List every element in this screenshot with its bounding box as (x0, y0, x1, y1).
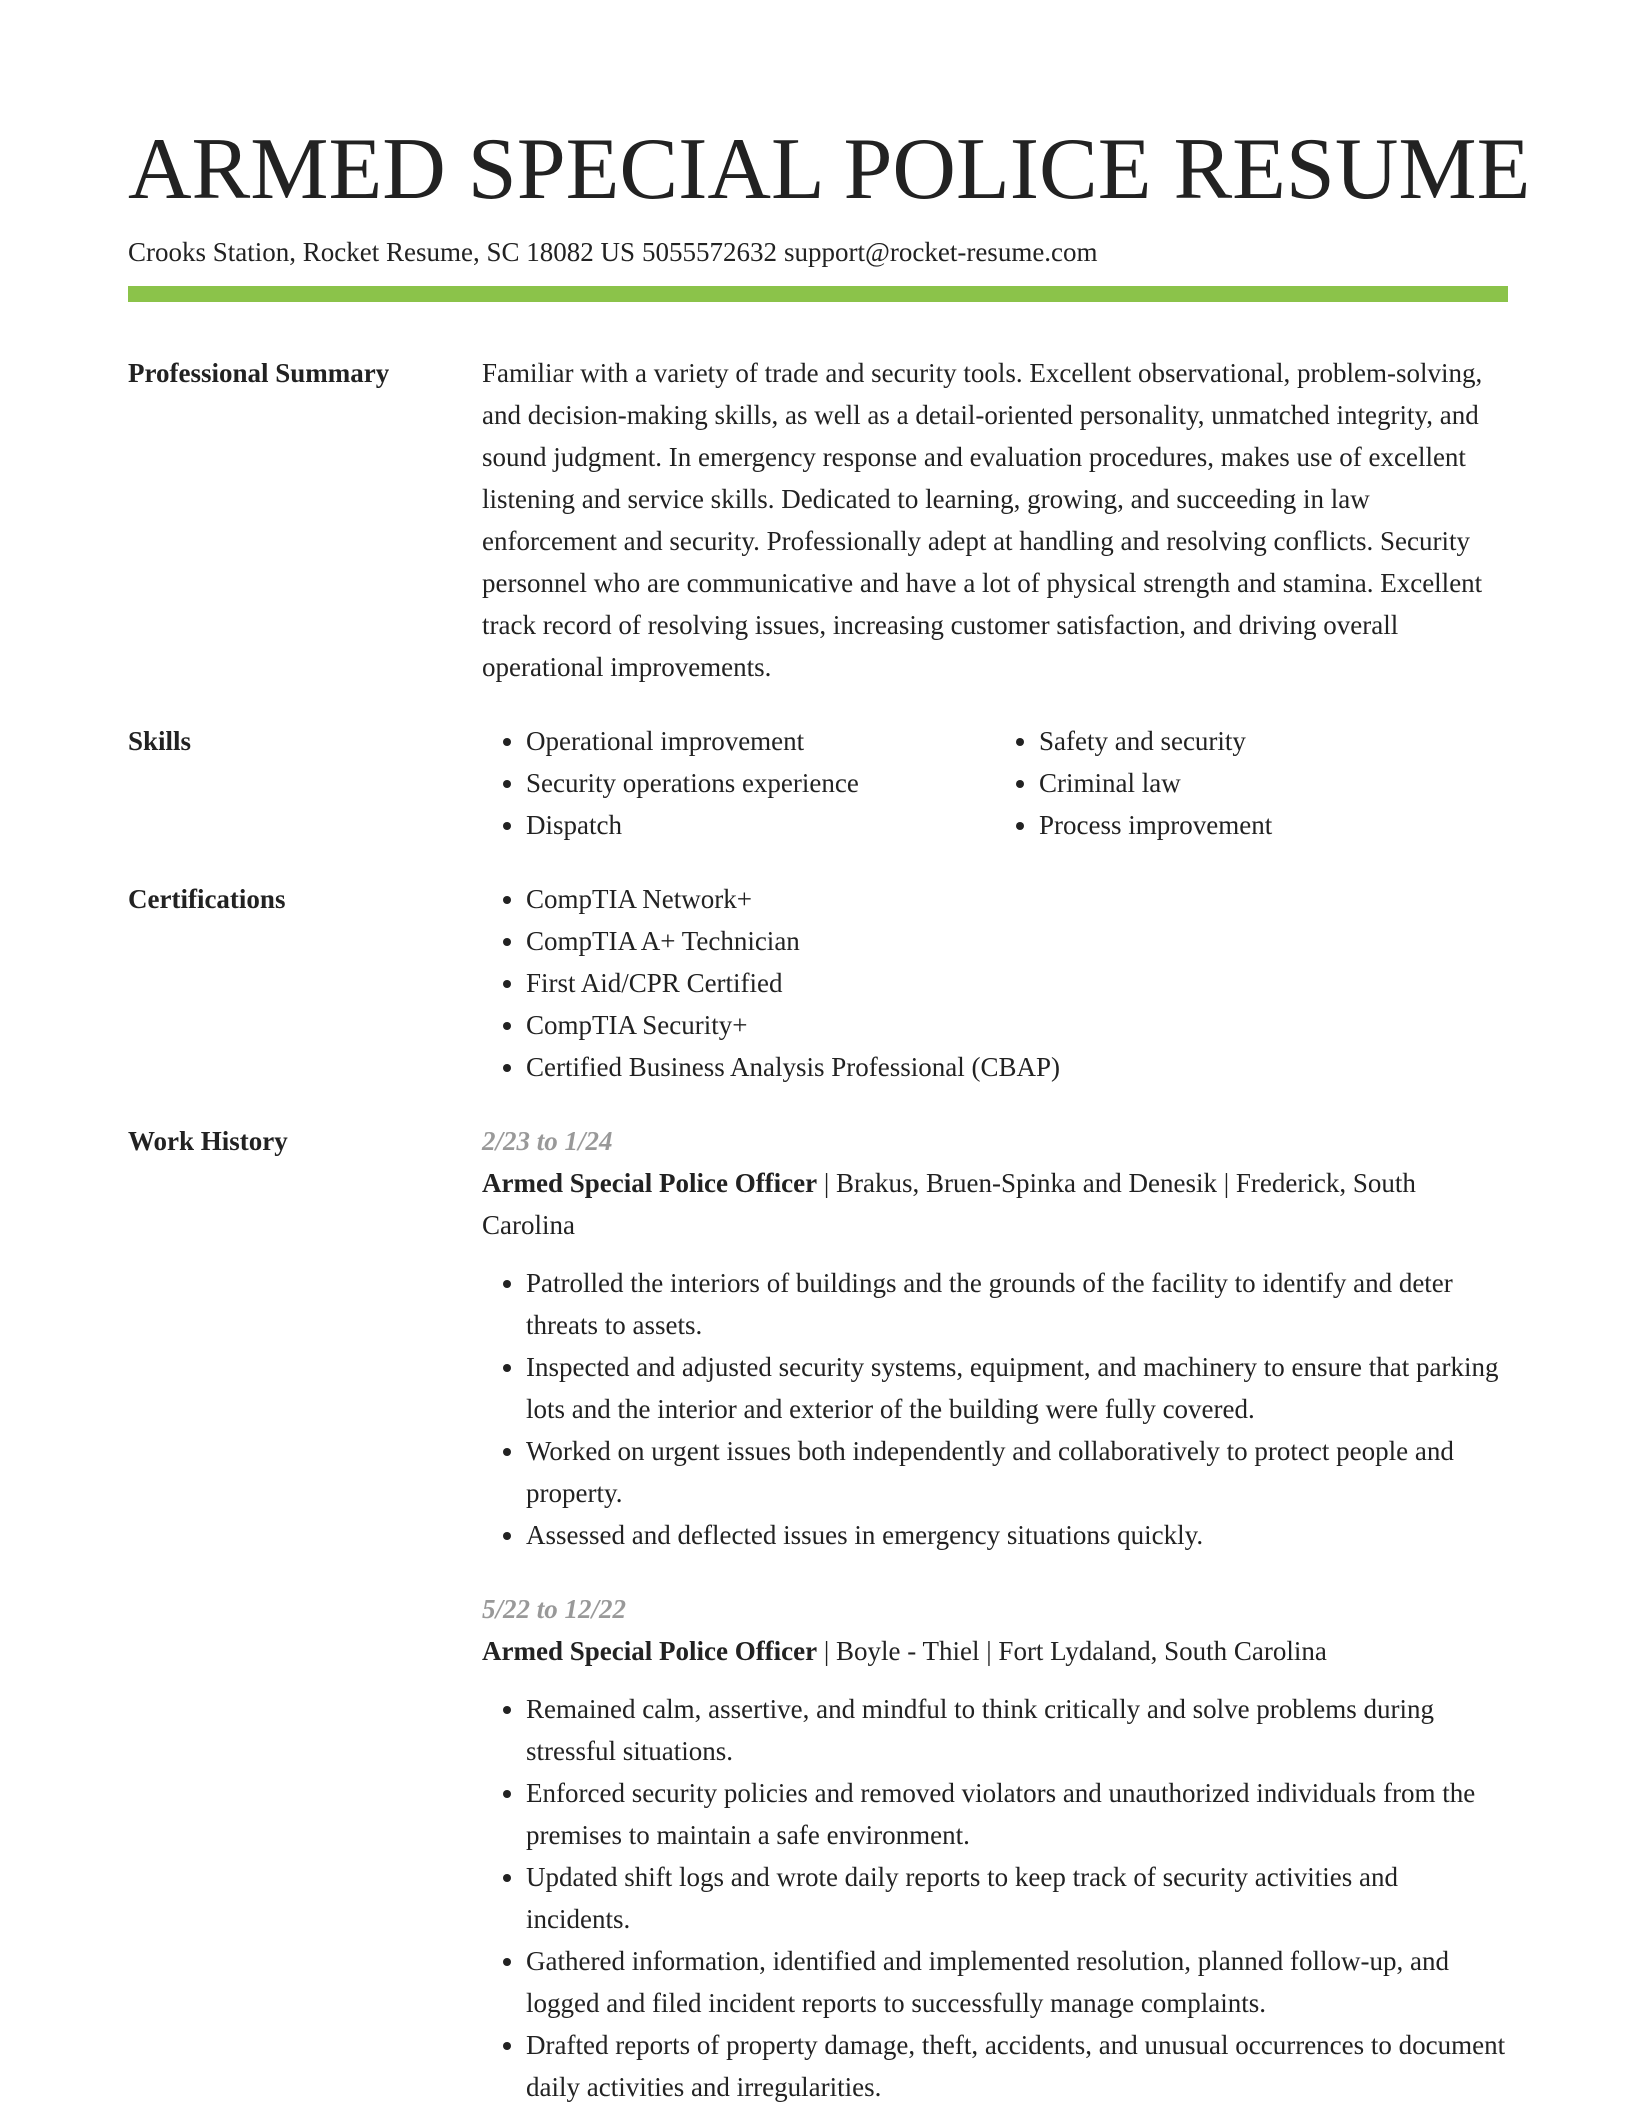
certifications-section (128, 878, 1508, 1088)
summary-heading: Professional Summary (128, 358, 390, 388)
certification-item: • Certified Business Analysis Professional (CBAP) (526, 1046, 1508, 1088)
skill-item: • Safety and security (1039, 720, 1508, 762)
certifications-heading: Certifications (128, 884, 286, 914)
skill-item: • Criminal law (1039, 762, 1508, 804)
summary-text: Familiar with a variety of trade and security tools. Excellent observational, problem-solving, and decision-making skills, as well as a detail-oriented personality, unmatched integrity, and sound judgment. In emergency response and evaluation procedures, makes use of excellent listening and service skills. Dedicated to learning, growing, and succeeding in law enforcement and security. Professionally adept at handling and resolving conflicts. Security personnel who are communicative and have a lot of physical strength and stamina. Excellent track record of resolving issues, increasing customer satisfaction, and driving overall operational improvements. (482, 358, 1483, 682)
work-history-body (482, 1120, 1508, 2108)
contact-email: support@rocket-resume.com (784, 237, 1098, 267)
work-history-section (128, 1120, 1508, 2108)
job-dates: 2/23 to 1/24 (482, 1126, 613, 1156)
skills-section (128, 720, 1508, 846)
contact-line (128, 234, 1508, 270)
job-duty-item: • Enforced security policies and removed violators and unauthorized individuals from the premises to maintain a safe environment. (526, 1772, 1508, 1856)
skills-column-right (995, 720, 1508, 846)
resume-title: ARMED SPECIAL POLICE RESUME (128, 121, 1531, 218)
job-duty-item: • Updated shift logs and wrote daily reports to keep track of security activities and incidents. (526, 1856, 1508, 1940)
job-duty-item: • Inspected and adjusted security systems, equipment, and machinery to ensure that parking lots and the interior and exterior of the building were fully covered. (526, 1346, 1508, 1430)
contact-address: Crooks Station, Rocket Resume, SC 18082 US (128, 237, 636, 267)
work-history-heading: Work History (128, 1126, 288, 1156)
skills-heading: Skills (128, 726, 192, 756)
certifications-list (482, 878, 1508, 1088)
skill-item: • Operational improvement (526, 720, 995, 762)
job-header (482, 1162, 1508, 1246)
job-duty-item: • Drafted reports of property damage, theft, accidents, and unusual occurrences to document daily activities and irregularities. (526, 2024, 1508, 2108)
resume-page (128, 118, 1531, 2108)
job-duty-item: • Worked on urgent issues both independently and collaboratively to protect people and property. (526, 1430, 1508, 1514)
job-dates: 5/22 to 12/22 (482, 1594, 627, 1624)
summary-section (128, 352, 1508, 688)
certifications-body (482, 878, 1508, 1088)
job-duty-item: • Patrolled the interiors of buildings and the grounds of the facility to identify and deter threats to assets. (526, 1262, 1508, 1346)
skills-body (482, 720, 1508, 846)
job-duty-item: • Gathered information, identified and implemented resolution, planned follow-up, and logged and filed incident reports to successfully manage complaints. (526, 1940, 1508, 2024)
job-duties (482, 1688, 1508, 2108)
certification-item: • CompTIA Security+ (526, 1004, 1508, 1046)
job-title: Armed Special Police Officer (482, 1168, 818, 1198)
job-entry (482, 1588, 1508, 2108)
job-duty-item: • Remained calm, assertive, and mindful to think critically and solve problems during stressful situations. (526, 1688, 1508, 1772)
certification-item: • CompTIA A+ Technician (526, 920, 1508, 962)
skill-item: • Process improvement (1039, 804, 1508, 846)
job-duty-item: • Assessed and deflected issues in emergency situations quickly. (526, 1514, 1508, 1556)
job-employer-location: | Brakus, Bruen-Spinka and Denesik | Frederick, South Carolina (482, 1168, 1416, 1240)
skills-column-left (482, 720, 995, 846)
certification-item: • CompTIA Network+ (526, 878, 1508, 920)
skill-item: • Security operations experience (526, 762, 995, 804)
job-entry (482, 1120, 1508, 1556)
job-header (482, 1630, 1508, 1672)
job-title: Armed Special Police Officer (482, 1636, 818, 1666)
certification-item: • First Aid/CPR Certified (526, 962, 1508, 1004)
header-divider (128, 286, 1508, 302)
contact-phone: 5055572632 (642, 237, 778, 267)
skill-item: • Dispatch (526, 804, 995, 846)
job-employer-location: | Boyle - Thiel | Fort Lydaland, South Carolina (817, 1636, 1327, 1666)
job-duties (482, 1262, 1508, 1556)
